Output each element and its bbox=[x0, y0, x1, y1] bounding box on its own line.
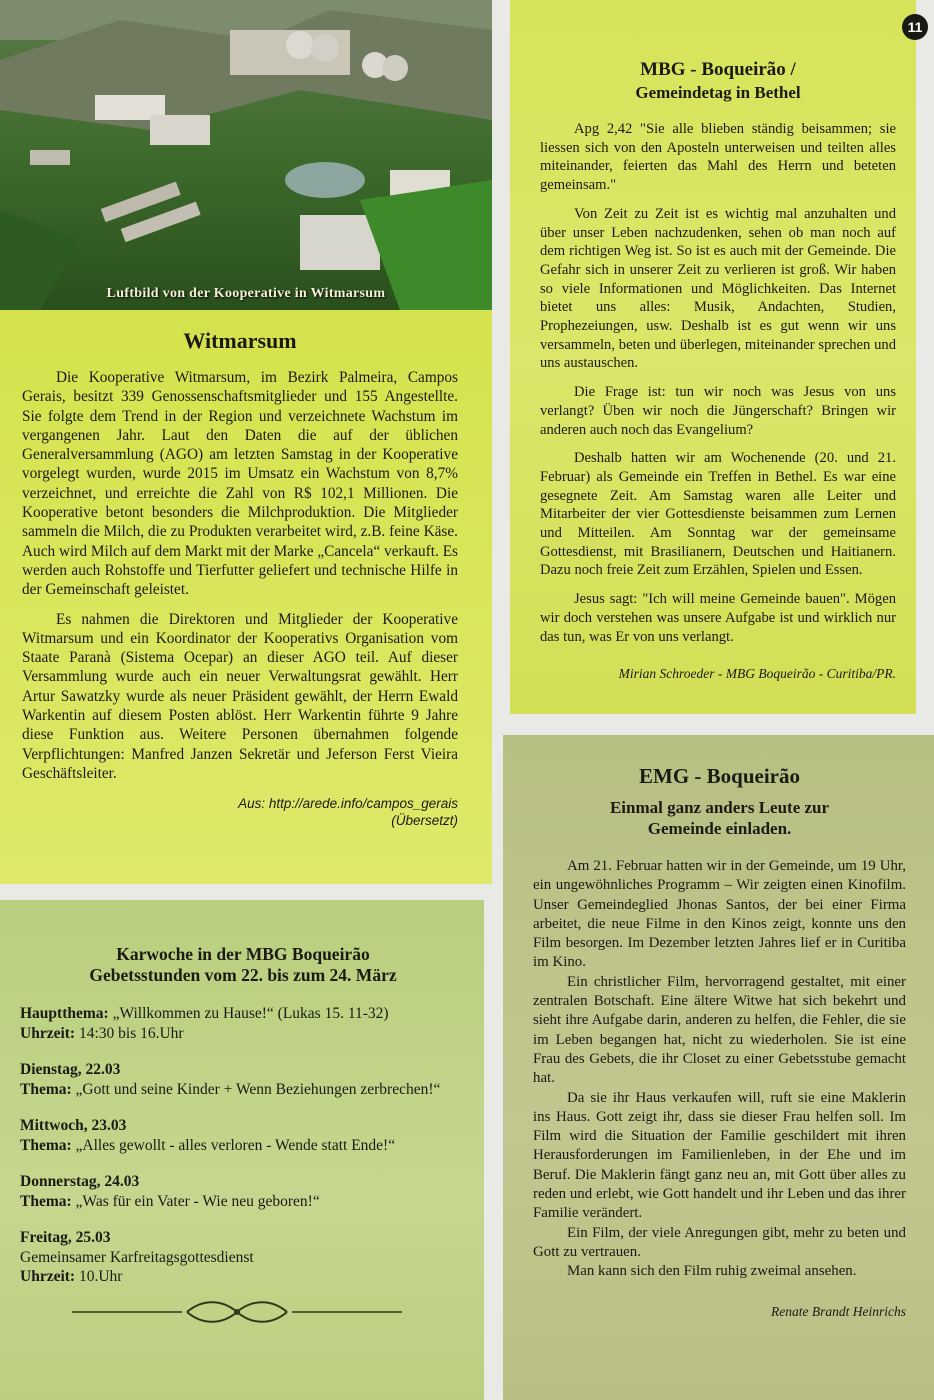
emg-subtitle: Einmal ganz anders Leute zur bbox=[609, 798, 830, 817]
main-theme bbox=[20, 1004, 466, 1043]
schedule-day-date: Dienstag, 22.03 bbox=[20, 1061, 121, 1078]
mbg-panel bbox=[510, 0, 916, 714]
schedule-day bbox=[20, 1172, 466, 1211]
mbg-paragraph: Apg 2,42 "Sie alle blieben ständig beisammen; sie liessen sich von den Aposteln unterweisen und teilten alles miteinander, feierten das Mahl des Herrn und beteten gemeinsam." bbox=[540, 121, 896, 194]
schedule-theme-label: Thema: bbox=[20, 1136, 72, 1154]
emg-paragraph: Man kann sich den Film ruhig zweimal ansehen. bbox=[567, 1263, 857, 1280]
schedule-day bbox=[20, 1116, 466, 1155]
witmarsum-body bbox=[22, 368, 458, 783]
emg-panel bbox=[503, 735, 934, 1400]
schedule-day bbox=[20, 1060, 466, 1099]
witmarsum-paragraph: Die Kooperative Witmarsum, im Bezirk Palmeira, Campos Gerais, besitzt 339 Genossenschaftsmitglieder und 155 Angestellte. Sie folgte dem Trend in der Region und verzeichnete Wachstum im vergangenen Jahr. Laut den Daten die auf der üblichen Generalversammlung (AGO) am letzten Samstag in der Kooperative vorgelegt wurden, wurde 2015 im Umsatz ein Wachstum von 8,7% verzeichnet, und erreichte die Zahl von R$ 102,1 Millionen. Die Kooperative betont besonders die Milchproduktion. Die Mitglieder sammeln die Milch, die zu Produkten verarbeitet wird, z.B. feine Käse. Auch wird Milch auf dem Markt mit der Marke „Cancela“ verkauft. Es werden auch Rohstoffe und Tierfutter geliefert und technische Hilfe in der Gemeinschaft geleistet. bbox=[22, 369, 458, 599]
witmarsum-translated-note: (Übersetzt) bbox=[391, 813, 458, 829]
emg-signature: Renate Brandt Heinrichs bbox=[771, 1303, 906, 1319]
page-number: 11 bbox=[902, 14, 928, 40]
witmarsum-panel bbox=[0, 0, 492, 884]
witmarsum-paragraph: Es nahmen die Direktoren und Mitglieder der Kooperative Witmarsum und ein Koordinator der Kooperativs Organisation vom Staate Paranà (Sistema Ocepar) an dieser AGO teil. Auf dieser Versammlung wurde auch ein neuer Verwaltungsrat gewählt. Herr Artur Sawatzky wurde als neuer Präsident gewählt, der Herrn Ewald Warkentin auf diesem Posten ablöst. Herr Warkentin führte 9 Jahre diese Funktion aus. Weitere Personen übernahmen folgende Verpflichtungen: Manfred Janzen Sekretär und Jeferson Ferst Vieira Geschäftsleiter. bbox=[22, 610, 458, 782]
photo-caption: Luftbild von der Kooperative in Witmarsum bbox=[106, 286, 386, 301]
emg-paragraph: Am 21. Februar hatten wir in der Gemeinde, um 19 Uhr, ein ungewöhnliches Programm – Wir zeigten einen Kinofilm. Unser Gemeindeglied Jhonas Santos, der bei einer Firma arbeitet, die neue Filme in den Kinos zeigt, konnte uns den Film besorgen. Im Dezember letzten Jahres lief er in Curitiba im Kino. bbox=[533, 858, 906, 971]
schedule-day-friday bbox=[20, 1228, 466, 1287]
emg-body bbox=[533, 857, 906, 1282]
aerial-photo-image bbox=[0, 0, 492, 310]
mbg-paragraph: Jesus sagt: "Ich will meine Gemeinde bauen". Mögen wir doch verstehen was unsere Aufgabe ist und wirklich nur das tun, was Er von uns verlangt. bbox=[540, 591, 896, 645]
witmarsum-title: Witmarsum bbox=[183, 328, 297, 353]
mbg-paragraph: Von Zeit zu Zeit ist es wichtig mal anzuhalten und über unser Leben nachzudenken, sehen ob man noch auf dem richtigen Weg ist. So ist es auch mit der Gemeinde. Die Gefahr sich in unserer Zeit zu verlieren ist groß. Wir haben so viele Informationen und Möglichkeiten. Das Internet bietet uns alles: Musik, Andachten, Studien, Prophezeiungen, usw. Deshalb ist es gut wenn wir uns versammeln, beten und überlegen, miteinander sprechen und uns austauschen. bbox=[540, 205, 896, 372]
aerial-photo bbox=[0, 0, 492, 310]
main-theme-text: „Willkommen zu Hause!“ (Lukas 15. 11-32) bbox=[108, 1005, 389, 1022]
schedule-theme-label: Thema: bbox=[20, 1192, 72, 1210]
emg-subtitle-line2: Gemeinde einladen. bbox=[647, 819, 792, 838]
friday-time-text: 10.Uhr bbox=[75, 1268, 123, 1285]
schedule-theme-text: „Alles gewollt - alles verloren - Wende statt Ende!“ bbox=[71, 1136, 396, 1154]
main-theme-label: Hauptthema: bbox=[20, 1005, 109, 1022]
mbg-paragraph: Die Frage ist: tun wir noch was Jesus von uns verlangt? Üben wir noch die Jüngerschaft? Bringen wir anderen auch noch das Evangelium? bbox=[540, 384, 896, 438]
mbg-signature: Mirian Schroeder - MBG Boqueirão - Curitiba/PR. bbox=[618, 666, 896, 682]
mbg-title: MBG - Boqueirão / bbox=[640, 59, 796, 80]
emg-title: EMG - Boqueirão bbox=[639, 764, 800, 788]
friday-date: Freitag, 25.03 bbox=[20, 1229, 111, 1246]
emg-paragraph: Ein Film, der viele Anregungen gibt, mehr zu beten und Gott zu vertrauen. bbox=[533, 1224, 906, 1260]
main-time-text: 14:30 bis 16.Uhr bbox=[75, 1024, 184, 1042]
emg-paragraph: Da sie ihr Haus verkaufen will, ruft sie eine Maklerin ins Haus. Gott zeigt ihr, dass sie dieser Frau helfen soll. Im Film wird die Situation der Familie geschildert mit ihren Herausforderungen im Familienleben, in der Ehe und im Beruf. Die Maklerin fängt ganz neu an, mit Gott über alles zu reden und erlebt, wie Gott handelt und ihr Leben und das ihrer Familie verändert. bbox=[533, 1089, 906, 1222]
karwoche-subtitle: Gebetsstunden vom 22. bis zum 24. März bbox=[89, 965, 397, 985]
schedule-day-date: Donnerstag, 24.03 bbox=[20, 1173, 140, 1190]
main-time-label: Uhrzeit: bbox=[20, 1024, 76, 1042]
friday-time-label: Uhrzeit: bbox=[20, 1268, 76, 1285]
emg-paragraph: Ein christlicher Film, hervorragend gestaltet, mit einer zentralen Botschaft. Eine ältere Witwe hat sich bekehrt und sieht ihre Aufgabe darin, anderen zu helfen, die Fehler, die sie im Leben begangen hat, nicht zu wiederholen. Sie ist eine Frau des Gebets, die ihr Closet zu einer Gebetsstube gemacht hat. bbox=[533, 973, 906, 1087]
mbg-body bbox=[540, 120, 896, 646]
schedule-theme-text: „Was für ein Vater - Wie neu geboren!“ bbox=[71, 1192, 320, 1210]
schedule-theme-text: „Gott und seine Kinder + Wenn Beziehungen zerbrechen!“ bbox=[71, 1080, 441, 1098]
friday-text: Gemeinsamer Karfreitagsgottesdienst bbox=[20, 1248, 254, 1266]
prayer-schedule bbox=[20, 1004, 466, 1287]
mbg-subtitle: Gemeindetag in Bethel bbox=[635, 83, 801, 102]
karwoche-panel bbox=[0, 900, 484, 1400]
schedule-theme-label: Thema: bbox=[20, 1080, 72, 1098]
karwoche-title: Karwoche in der MBG Boqueirão bbox=[116, 944, 370, 964]
witmarsum-source: Aus: http://arede.info/campos_gerais bbox=[238, 796, 458, 812]
ornament-divider-icon bbox=[72, 1297, 402, 1327]
schedule-day-date: Mittwoch, 23.03 bbox=[20, 1117, 127, 1134]
mbg-paragraph: Deshalb hatten wir am Wochenende (20. und 21. Februar) als Gemeinde ein Treffen in Bethel. Es war eine gesegnete Zeit. Am Samstag waren alle Leiter und Mitarbeiter der vier Gottesdienste beisammen zum Lernen und Mitteilen. Am Sonntag war der gemeinsame Gottesdienst, mit Brasilianern, Deutschen und Haitianern. Dazu noch freie Zeit zum Erzählen, Spielen und Essen. bbox=[540, 450, 896, 579]
